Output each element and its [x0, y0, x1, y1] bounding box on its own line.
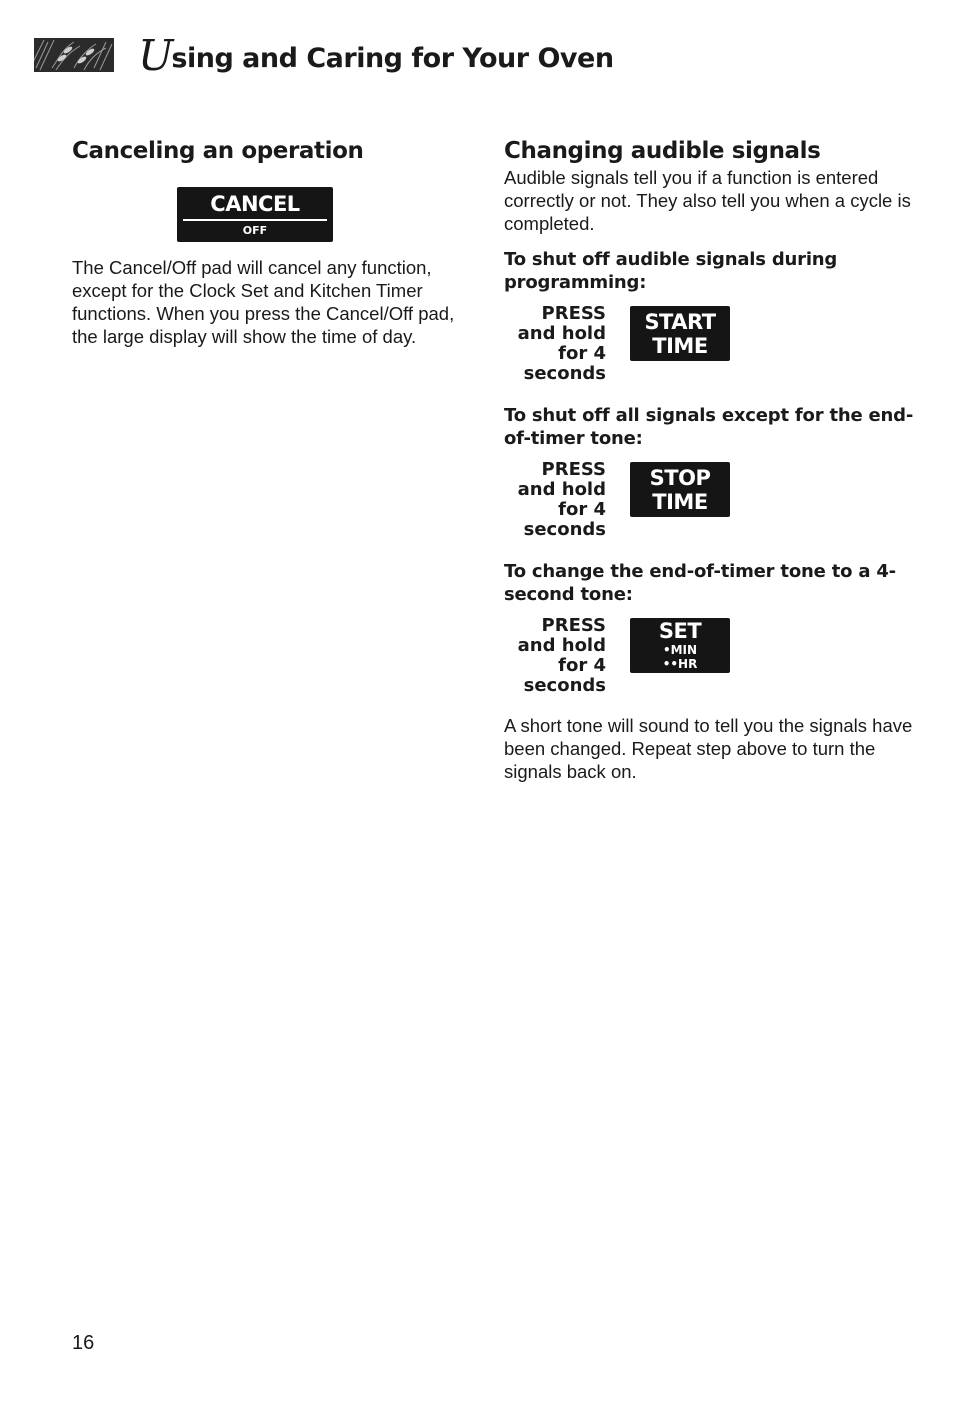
press-instruction — [504, 460, 606, 540]
press-line: PRESS — [541, 459, 606, 480]
pad-label: TIME — [652, 334, 708, 358]
step-instruction — [504, 304, 924, 388]
closing-paragraph: A short tone will sound to tell you the signals have been changed. Repeat step above to turn the signals back on. — [504, 715, 913, 782]
press-line: for 4 — [558, 343, 606, 364]
pad-label: •MIN — [662, 643, 698, 657]
press-line: PRESS — [541, 303, 606, 324]
press-line: PRESS — [541, 615, 606, 636]
step-change-timer-tone — [504, 560, 924, 700]
page-title — [138, 31, 614, 80]
audible-signals-intro: Audible signals tell you if a function is entered correctly or not. They also tell you when a cycle is completed. — [504, 167, 911, 234]
cancel-pad-label: CANCEL — [210, 192, 300, 216]
press-line: and hold — [517, 635, 606, 656]
step-heading: To shut off all signals except for the end-of-timer tone: — [504, 405, 914, 449]
set-min-hr-pad — [630, 618, 730, 673]
start-time-pad — [630, 306, 730, 361]
cancel-pad-divider — [183, 219, 327, 221]
step-shut-off-except-timer — [504, 404, 924, 544]
off-pad-label: OFF — [242, 224, 268, 237]
pad-label: ••HR — [662, 657, 698, 671]
press-instruction — [504, 304, 606, 384]
press-line: seconds — [523, 363, 606, 384]
pad-label: SET — [658, 619, 702, 643]
pad-label: START — [644, 310, 716, 334]
section-heading-canceling: Canceling an operation — [72, 138, 364, 164]
press-line: and hold — [517, 323, 606, 344]
leaf-logo-icon — [34, 38, 114, 72]
pad-label: STOP — [649, 466, 711, 490]
stop-time-pad — [630, 462, 730, 517]
section-canceling — [72, 136, 472, 347]
pad-label: TIME — [652, 490, 708, 514]
section-heading-audible-signals: Changing audible signals — [504, 138, 821, 164]
press-line: and hold — [517, 479, 606, 500]
section-audible-signals — [504, 136, 924, 783]
step-instruction — [504, 616, 924, 700]
press-instruction — [504, 616, 606, 696]
step-heading: To shut off audible signals during programming: — [504, 249, 838, 293]
canceling-paragraph: The Cancel/Off pad will cancel any function, except for the Clock Set and Kitchen Timer functions. When you press the Cancel/Off pad, the large display will show the time of day. — [72, 257, 455, 347]
press-line: seconds — [523, 675, 606, 696]
step-shut-off-programming — [504, 248, 924, 388]
page-title-text: sing and Caring for Your Oven — [171, 43, 614, 74]
press-line: for 4 — [558, 655, 606, 676]
press-line: for 4 — [558, 499, 606, 520]
page-number: 16 — [72, 1332, 95, 1354]
step-heading: To change the end-of-timer tone to a 4-second tone: — [504, 561, 896, 605]
press-line: seconds — [523, 519, 606, 540]
cancel-off-pad — [177, 187, 333, 242]
page-title-initial: U — [138, 31, 174, 80]
step-instruction — [504, 460, 924, 544]
